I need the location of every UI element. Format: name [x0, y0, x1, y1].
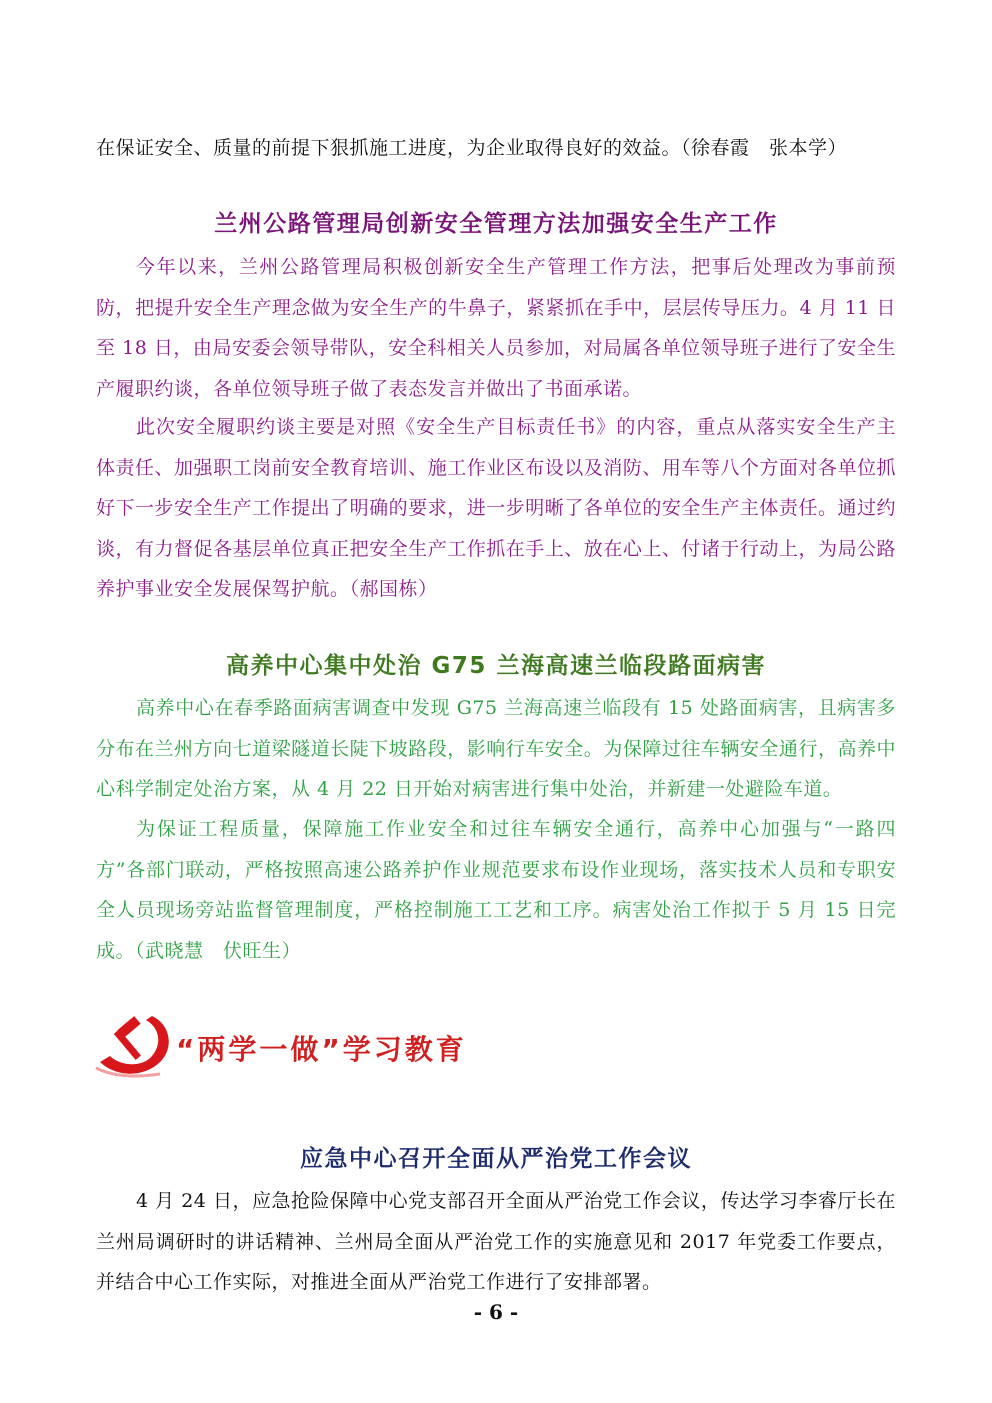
article2-title: 高养中心集中处治 G75 兰海高速兰临段路面病害 [226, 653, 766, 679]
article3-title: 应急中心召开全面从严治党工作会议 [300, 1146, 692, 1172]
section-banner-text: “两学一做”学习教育 [176, 1033, 467, 1066]
section-banner [90, 1008, 510, 1080]
article1-title: 兰州公路管理局创新安全管理方法加强安全生产工作 [214, 211, 778, 237]
continued-paragraph: 在保证安全、质量的前提下狠抓施工进度，为企业取得良好的效益。（徐春霞 张本学） [96, 137, 848, 159]
page-number: - 6 - [473, 1300, 519, 1324]
article2-paragraph-2: 为保证工程质量，保障施工作业安全和过往车辆安全通行，高养中心加强与“一路四方”各部门联动，严格按照高速公路养护作业规范要求布设作业现场，落实技术人员和专职安全人员现场旁站监督管理制度，严格控制施工工艺和工序。病害处治工作拟于 5 月 15 日完成。（武晓慧 伏旺生） [96, 818, 896, 962]
article2-paragraph-1: 高养中心在春季路面病害调查中发现 G75 兰海高速兰临段有 15 处路面病害，且病害多分布在兰州方向七道梁隧道长陡下坡路段，影响行车安全。为保障过往车辆安全通行，高养中心科学制定处治方案，从 4 月 22 日开始对病害进行集中处治，并新建一处避险车道。 [96, 697, 896, 800]
article1-paragraph-1: 今年以来，兰州公路管理局积极创新安全生产管理工作方法，把事后处理改为事前预防，把提升安全生产理念做为安全生产的牛鼻子，紧紧抓在手中，层层传导压力。4 月 11 日至 18 日，由局安委会领导带队，安全科相关人员参加，对局属各单位领导班子进行了安全生产履职约谈，各单位领导班子做了表态发言并做出了书面承诺。 [96, 256, 896, 400]
article1-paragraph-2: 此次安全履职约谈主要是对照《安全生产目标责任书》的内容，重点从落实安全生产主体责任、加强职工岗前安全教育培训、施工作业区布设以及消防、用车等八个方面对各单位抓好下一步安全生产工作提出了明确的要求，进一步明晰了各单位的安全生产主体责任。通过约谈，有力督促各基层单位真正把安全生产工作抓在手上、放在心上、付诸于行动上，为局公路养护事业安全发展保驾护航。（郝国栋） [96, 416, 896, 600]
hammer-sickle-icon [90, 1008, 190, 1080]
article3-paragraph-1: 4 月 24 日，应急抢险保障中心党支部召开全面从严治党工作会议，传达学习李睿厅长在兰州局调研时的讲话精神、兰州局全面从严治党工作的实施意见和 2017 年党委工作要点，并结合中心工作实际，对推进全面从严治党工作进行了安排部署。 [96, 1190, 896, 1293]
